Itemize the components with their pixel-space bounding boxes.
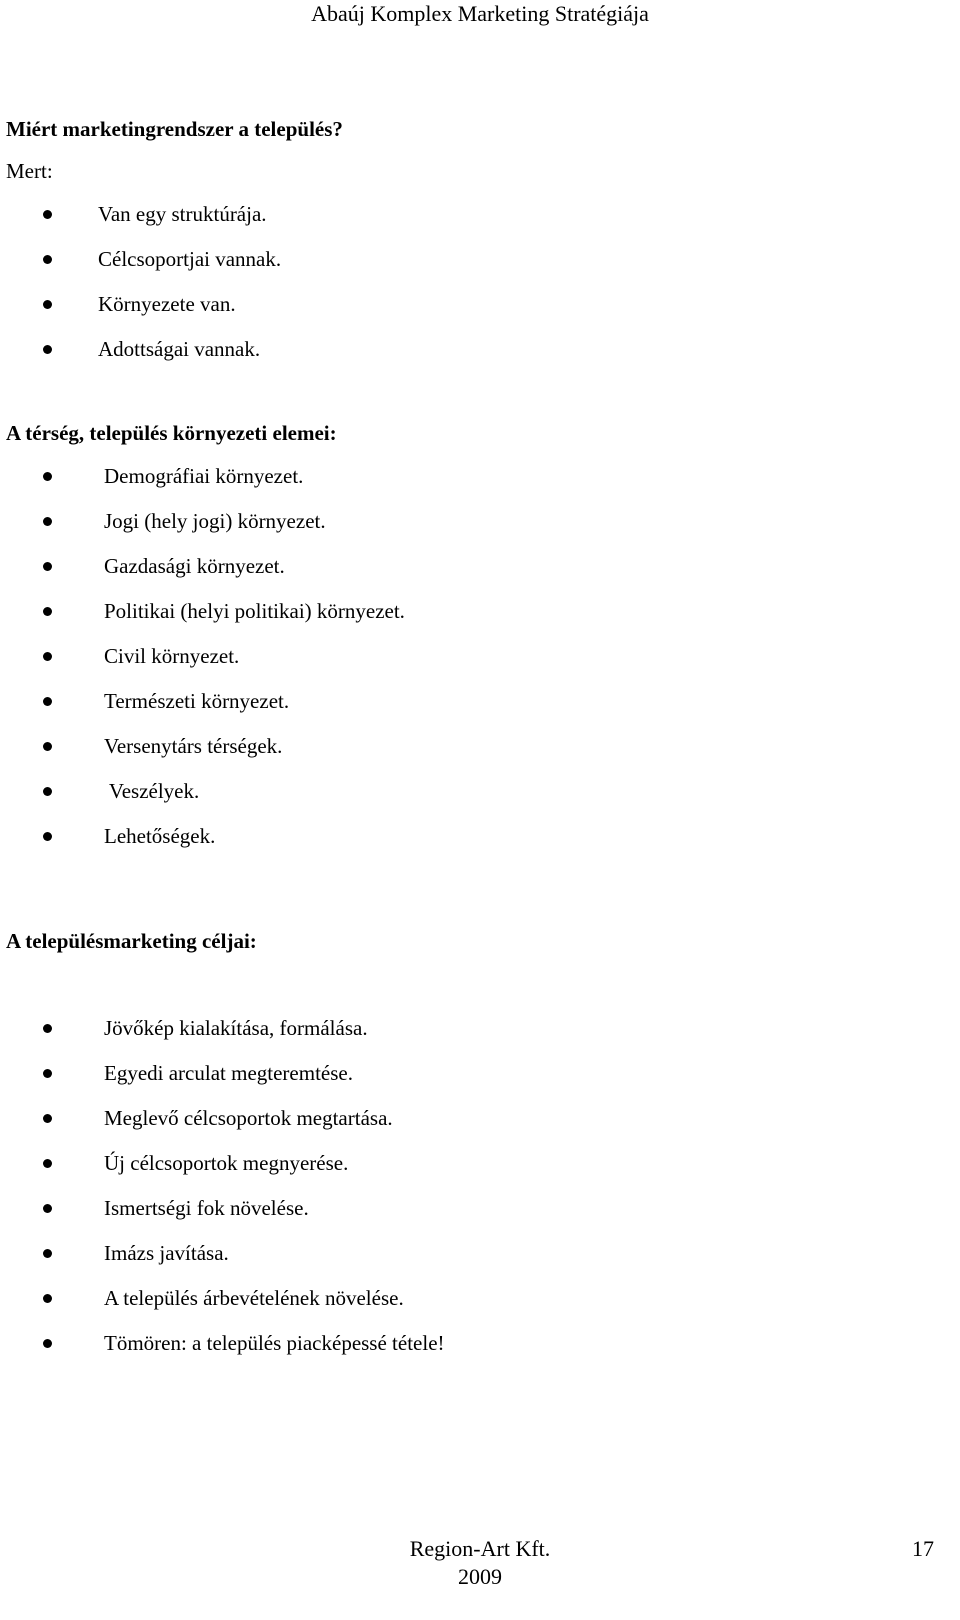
list-item-text: Demográfiai környezet. bbox=[104, 464, 304, 488]
bullet-icon bbox=[43, 1159, 52, 1168]
list-item-text: Adottságai vannak. bbox=[98, 337, 261, 361]
list-item-text: Civil környezet. bbox=[104, 644, 240, 668]
bullet-icon bbox=[43, 1204, 52, 1213]
list-item-text: Imázs javítása. bbox=[104, 1241, 229, 1265]
bullet-icon bbox=[43, 255, 52, 264]
page-header: Abaúj Komplex Marketing Stratégiája bbox=[311, 1, 649, 26]
section-heading-environment: A térség, település környezeti elemei: bbox=[6, 421, 337, 445]
list-item-text: A település árbevételének növelése. bbox=[104, 1286, 404, 1310]
bullet-icon bbox=[43, 1114, 52, 1123]
list-item-text: Természeti környezet. bbox=[104, 689, 290, 713]
list-item-text: Jövőkép kialakítása, formálása. bbox=[104, 1016, 368, 1040]
bullet-icon bbox=[43, 652, 52, 661]
footer-year: 2009 bbox=[458, 1564, 502, 1589]
list-item-text: Politikai (helyi politikai) környezet. bbox=[104, 599, 405, 623]
list-item-text: Célcsoportjai vannak. bbox=[98, 247, 282, 271]
list-item-text: Egyedi arculat megteremtése. bbox=[104, 1061, 353, 1085]
intro-text: Mert: bbox=[6, 159, 53, 183]
bullet-icon bbox=[43, 210, 52, 219]
list-item-text: Jogi (hely jogi) környezet. bbox=[104, 509, 326, 533]
list-item-text: Van egy struktúrája. bbox=[98, 202, 267, 226]
bullet-icon bbox=[43, 1339, 52, 1348]
bullet-icon bbox=[43, 1069, 52, 1078]
bullet-icon bbox=[43, 345, 52, 354]
section-heading-why: Miért marketingrendszer a település? bbox=[6, 117, 343, 141]
list-item-text: Ismertségi fok növelése. bbox=[104, 1196, 309, 1220]
list-item-text: Gazdasági környezet. bbox=[104, 554, 285, 578]
bullet-icon bbox=[43, 697, 52, 706]
list-item-text: Új célcsoportok megnyerése. bbox=[104, 1151, 349, 1175]
list-item-text: Meglevő célcsoportok megtartása. bbox=[104, 1106, 393, 1130]
bullet-icon bbox=[43, 472, 52, 481]
list-item-text: Versenytárs térségek. bbox=[104, 734, 283, 758]
list-item-text: Lehetőségek. bbox=[104, 824, 216, 848]
footer-company: Region-Art Kft. bbox=[409, 1536, 551, 1561]
bullet-icon bbox=[43, 607, 52, 616]
bullet-icon bbox=[43, 300, 52, 309]
section-heading-goals: A településmarketing céljai: bbox=[6, 929, 257, 953]
bullet-icon bbox=[43, 742, 52, 751]
list-item-text: Tömören: a település piacképessé tétele! bbox=[104, 1331, 445, 1355]
bullet-icon bbox=[43, 787, 52, 796]
bullet-icon bbox=[43, 517, 52, 526]
list-item-text: Környezete van. bbox=[98, 292, 236, 316]
list-item-text: Veszélyek. bbox=[104, 779, 200, 803]
bullet-icon bbox=[43, 1249, 52, 1258]
page-number: 17 bbox=[912, 1536, 934, 1561]
bullet-icon bbox=[43, 832, 52, 841]
bullet-icon bbox=[43, 1294, 52, 1303]
bullet-icon bbox=[43, 562, 52, 571]
bullet-icon bbox=[43, 1024, 52, 1033]
